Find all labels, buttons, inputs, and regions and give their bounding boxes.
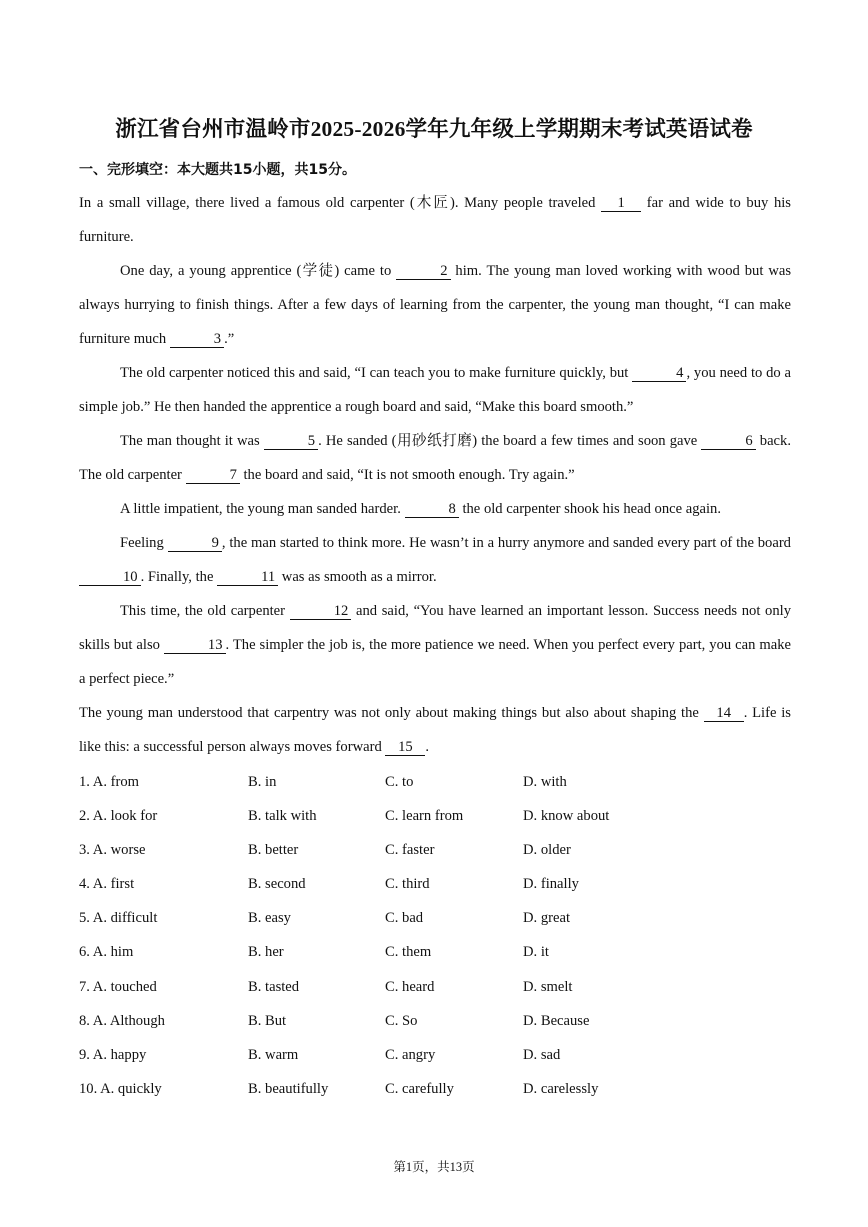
passage-text: , the man started to think more. He wasn’t in a hurry anymore and sanded every part of the board <box>221 535 791 551</box>
option-c: C. carefully <box>385 1080 454 1097</box>
option-a: 6. A. him <box>79 944 134 961</box>
passage-text: . The simpler the job is, the more patience we need. When you perfect every part, you can make a perfect piece.” <box>79 637 791 687</box>
option-row-10 <box>79 1072 791 1106</box>
option-c: C. heard <box>385 978 435 995</box>
option-c: C. angry <box>385 1046 436 1063</box>
option-b: B. easy <box>248 910 291 927</box>
option-b: B. second <box>248 876 306 893</box>
passage-paragraph <box>79 594 791 696</box>
passage-paragraph <box>79 186 791 254</box>
option-a: 5. A. difficult <box>79 910 158 927</box>
option-row-3 <box>79 833 791 867</box>
option-b: B. in <box>248 774 277 790</box>
blank-3: 3 <box>170 332 224 348</box>
passage-text: One day, a young apprentice (学徒) came to <box>120 263 397 279</box>
passage-paragraph <box>79 356 791 424</box>
passage-text: This time, the old carpenter <box>120 603 290 619</box>
passage-paragraph <box>79 696 791 764</box>
option-a: 7. A. touched <box>79 978 157 995</box>
option-c: C. bad <box>385 910 424 927</box>
option-row-9 <box>79 1038 791 1072</box>
option-c: C. So <box>385 1012 418 1029</box>
passage-text: the old carpenter shook his head once again. <box>458 501 722 517</box>
option-a: 10. A. quickly <box>79 1080 162 1097</box>
blank-11: 11 <box>217 570 278 586</box>
passage-text: . <box>425 739 430 755</box>
passage-text: him. The young man loved working with wood but was always hurrying to finish things. After a few days of learning from the carpenter, the young man thought, “I can make furniture much <box>79 263 792 347</box>
passage-text: and said, “You have learned an important lesson. Success needs not only skills but also <box>79 603 792 653</box>
blank-13: 13 <box>164 638 226 654</box>
blank-6: 6 <box>701 434 755 450</box>
passage-text: was as smooth as a mirror. <box>278 569 437 585</box>
blank-14: 14 <box>704 706 744 722</box>
option-d: D. finally <box>523 876 579 893</box>
option-b: B. tasted <box>248 978 300 995</box>
passage-text: . Life is like this: a successful person always moves forward <box>79 705 791 755</box>
passage-text: , you need to do a simple job.” He then handed the apprentice a rough board and said, “Make this board smooth.” <box>79 365 791 415</box>
blank-9: 9 <box>168 536 222 552</box>
option-b: B. beautifully <box>248 1080 329 1097</box>
option-c: C. third <box>385 876 430 893</box>
blank-10: 10 <box>79 570 141 586</box>
passage-paragraph <box>79 526 791 594</box>
section-heading: 一、完形填空：本大题共15小题，共15分。 <box>79 162 356 178</box>
blank-1: 1 <box>601 196 641 212</box>
option-row-1 <box>79 765 791 799</box>
option-a: 9. A. happy <box>79 1046 147 1063</box>
option-d: D. sad <box>523 1046 561 1063</box>
blank-5: 5 <box>264 434 318 450</box>
option-a: 2. A. look for <box>79 808 158 825</box>
option-row-6 <box>79 935 791 969</box>
option-c: C. learn from <box>385 808 464 825</box>
option-d: D. Because <box>523 1012 590 1029</box>
blank-8: 8 <box>405 502 459 518</box>
passage-text: In a small village, there lived a famous old carpenter (木匠). Many people traveled <box>79 195 602 211</box>
cloze-passage <box>79 186 791 764</box>
option-row-7 <box>79 970 791 1004</box>
option-c: C. to <box>385 774 414 790</box>
answer-options <box>79 765 791 1106</box>
option-a: 8. A. Although <box>79 1012 165 1029</box>
blank-2: 2 <box>396 264 450 280</box>
option-row-2 <box>79 799 791 833</box>
passage-paragraph <box>79 424 791 492</box>
option-d: D. with <box>523 774 567 790</box>
blank-12: 12 <box>290 604 352 620</box>
blank-15: 15 <box>385 740 425 756</box>
option-b: B. her <box>248 944 284 961</box>
passage-text: A little impatient, the young man sanded harder. <box>120 501 405 517</box>
passage-text: far and wide to buy his furniture. <box>79 195 791 245</box>
passage-paragraph <box>79 492 791 526</box>
option-d: D. smelt <box>523 978 573 995</box>
exam-title: 浙江省台州市温岭市2025-2026学年九年级上学期期末考试英语试卷 <box>115 117 753 141</box>
option-d: D. older <box>523 842 571 859</box>
passage-text: The young man understood that carpentry was not only about making things but also about shaping the <box>79 705 704 721</box>
passage-text: .” <box>224 331 235 347</box>
passage-text: Feeling <box>120 535 168 551</box>
passage-text: the board and said, “It is not smooth enough. Try again.” <box>239 467 575 483</box>
option-row-5 <box>79 901 791 935</box>
page-footer: 第1页，共13页 <box>393 1160 475 1174</box>
option-d: D. great <box>523 910 571 927</box>
option-d: D. it <box>523 944 549 961</box>
blank-4: 4 <box>632 366 686 382</box>
blank-7: 7 <box>186 468 240 484</box>
option-b: B. talk with <box>248 808 317 825</box>
option-row-8 <box>79 1004 791 1038</box>
option-a: 4. A. first <box>79 876 135 893</box>
option-b: B. better <box>248 842 299 859</box>
option-c: C. faster <box>385 842 435 859</box>
option-a: 3. A. worse <box>79 842 146 859</box>
passage-text: The old carpenter noticed this and said, “I can teach you to make furniture quickly, but <box>120 365 633 381</box>
option-a: 1. A. from <box>79 774 139 790</box>
option-d: D. carelessly <box>523 1080 599 1097</box>
option-d: D. know about <box>523 808 610 825</box>
passage-text: . He sanded (用砂纸打磨) the board a few times and soon gave <box>318 433 702 449</box>
passage-paragraph <box>79 254 791 356</box>
option-b: B. But <box>248 1012 287 1029</box>
option-b: B. warm <box>248 1046 299 1063</box>
option-row-4 <box>79 867 791 901</box>
passage-text: The man thought it was <box>120 433 264 449</box>
passage-text: . Finally, the <box>140 569 218 585</box>
option-c: C. them <box>385 944 432 961</box>
passage-text: back. The old carpenter <box>79 433 791 483</box>
